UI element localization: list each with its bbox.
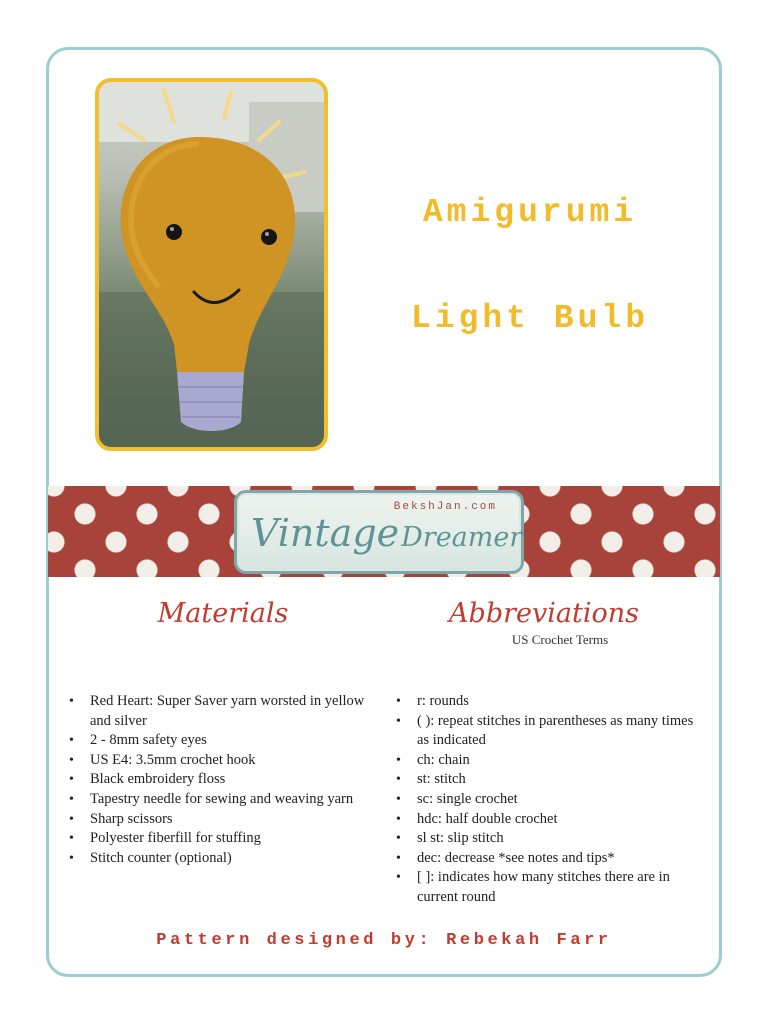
list-item: • Black embroidery floss <box>66 770 366 790</box>
list-item: • Tapestry needle for sewing and weaving yarn <box>66 790 366 810</box>
list-item: • Stitch counter (optional) <box>66 849 366 869</box>
brand-word-dreamer: Dreamer <box>401 522 523 553</box>
list-item: • hdc: half double crochet <box>393 810 701 830</box>
list-item: • 2 - 8mm safety eyes <box>66 731 366 751</box>
list-item: • Polyester fiberfill for stuffing <box>66 829 366 849</box>
list-item: • sc: single crochet <box>393 790 701 810</box>
designer-credit: Pattern designed by: Rebekah Farr <box>156 931 612 950</box>
brand-plate <box>234 490 524 574</box>
list-item: • Red Heart: Super Saver yarn worsted in yellow and silver <box>66 692 366 731</box>
brand-word-vintage: Vintage <box>251 511 400 555</box>
list-item: • Sharp scissors <box>66 810 366 830</box>
title-line-1: Amigurumi <box>422 194 638 231</box>
list-item: • st: stitch <box>393 770 701 790</box>
title-line-2: Light Bulb <box>410 300 650 337</box>
abbreviations-heading: Abbreviations <box>449 598 639 629</box>
list-item: • sl st: slip stitch <box>393 829 701 849</box>
abbreviations-subheading: US Crochet Terms <box>511 632 609 647</box>
list-item: • ( ): repeat stitches in parentheses as many times as indicated <box>393 712 701 751</box>
brand-url: BekshJan.com <box>393 501 497 513</box>
list-item: • dec: decrease *see notes and tips* <box>393 849 701 869</box>
brand-logo <box>251 511 522 555</box>
materials-list <box>66 692 366 868</box>
light-bulb-photo <box>95 78 328 451</box>
materials-heading: Materials <box>157 598 289 629</box>
list-item: • US E4: 3.5mm crochet hook <box>66 751 366 771</box>
abbreviations-list <box>393 692 701 908</box>
list-item: • [ ]: indicates how many stitches there are in current round <box>393 868 701 907</box>
list-item: • r: rounds <box>393 692 701 712</box>
list-item: • ch: chain <box>393 751 701 771</box>
